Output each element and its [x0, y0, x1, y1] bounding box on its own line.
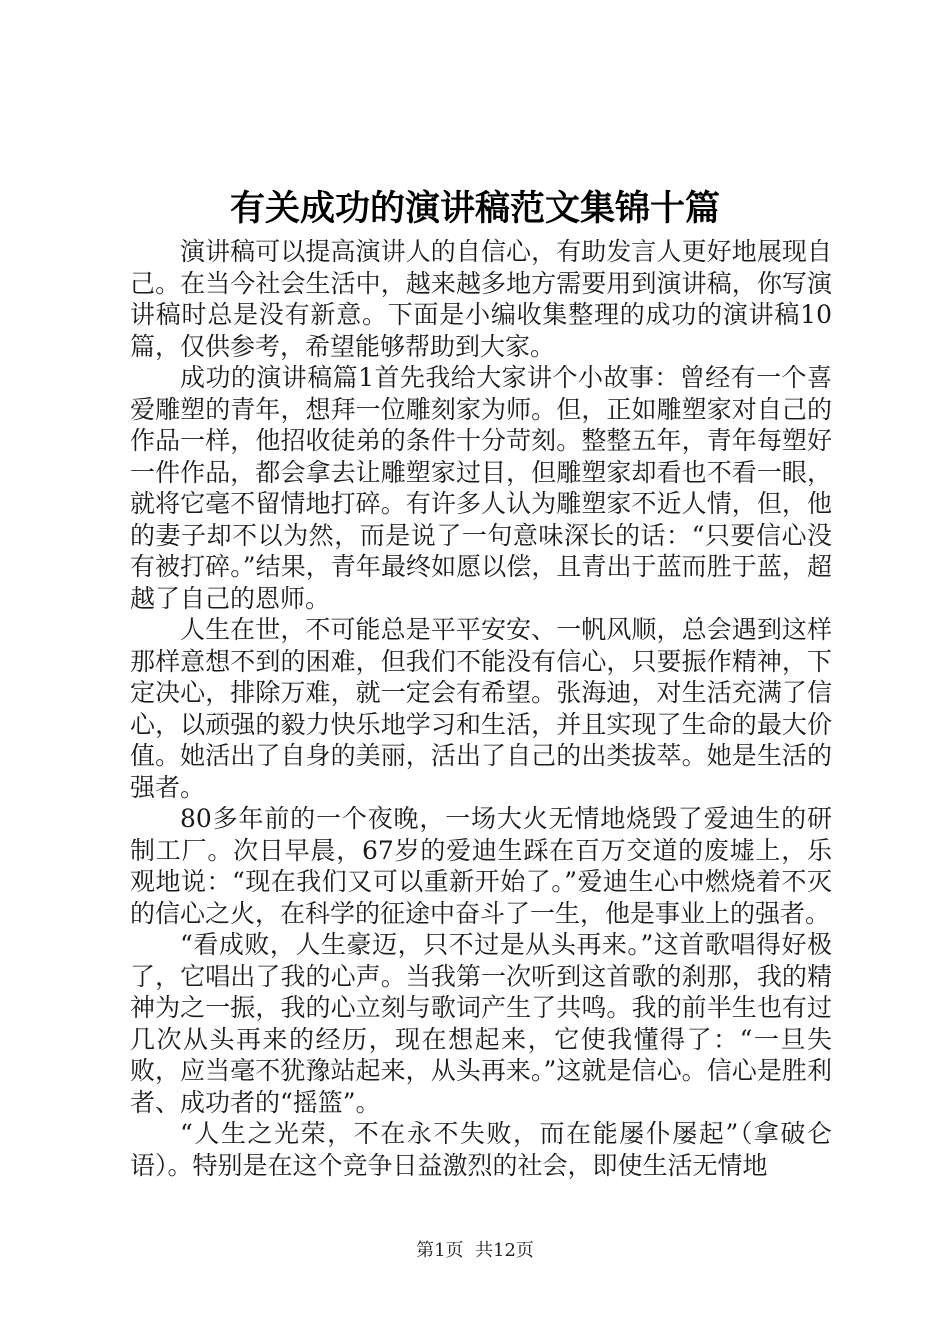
- paragraph-story: 成功的演讲稿篇1首先我给大家讲个小故事：曾经有一个喜爱雕塑的青年，想拜一位雕刻家为师。但，正如雕塑家对自己的作品一样，他招收徒弟的条件十分苛刻。整整五年，青年每塑好一件作品，都会拿去让雕塑家过目，但雕塑家却看也不看一眼，就将它毫不留情地打碎。有许多人认为雕塑家不近人情，但，他的妻子却不以为然，而是说了一句意味深长的话：“只要信心没有被打碎。”结果，青年最终如愿以偿，且青出于蓝而胜于蓝，超越了自己的恩师。: [130, 363, 832, 613]
- paragraph-napoleon: “人生之光荣，不在永不失败，而在能屡仆屡起”（拿破仑语）。特别是在这个竞争日益激烈的社会，即使生活无情地: [130, 1119, 832, 1180]
- document-body: [130, 236, 832, 1181]
- paragraph-edison: 80多年前的一个夜晚，一场大火无情地烧毁了爱迪生的研制工厂。次日早晨，67岁的爱迪生踩在百万交道的废墟上，乐观地说：“现在我们又可以重新开始了。”爱迪生心中燃烧着不灭的信心之火，在科学的征途中奋斗了一生，他是事业上的强者。: [130, 804, 832, 928]
- paragraph-life: 人生在世，不可能总是平平安安、一帆风顺，总会遇到这样那样意想不到的困难，但我们不能没有信心，只要振作精神，下定决心，排除万难，就一定会有希望。张海迪，对生活充满了信心，以顽强的毅力快乐地学习和生活，并且实现了生命的最大价值。她活出了自身的美丽，活出了自己的出类拔萃。她是生活的强者。: [130, 615, 832, 802]
- document-title: 有关成功的演讲稿范文集锦十篇: [229, 188, 720, 229]
- paragraph-intro: 演讲稿可以提高演讲人的自信心，有助发言人更好地展现自己。在当今社会生活中，越来越多地方需要用到演讲稿，你写演讲稿时总是没有新意。下面是小编收集整理的成功的演讲稿10篇，仅供参考，希望能够帮助到大家。: [130, 237, 832, 361]
- paragraph-song: “看成败，人生豪迈，只不过是从头再来。”这首歌唱得好极了，它唱出了我的心声。当我第一次听到这首歌的刹那，我的精神为之一振，我的心立刻与歌词产生了共鸣。我的前半生也有过几次从头再来的经历，现在想起来，它使我懂得了：“一旦失败，应当毫不犹豫站起来，从头再来。”这就是信心。信心是胜利者、成功者的“摇篮”。: [130, 930, 832, 1117]
- page-number-footer: 第1页 共12页: [416, 1240, 534, 1261]
